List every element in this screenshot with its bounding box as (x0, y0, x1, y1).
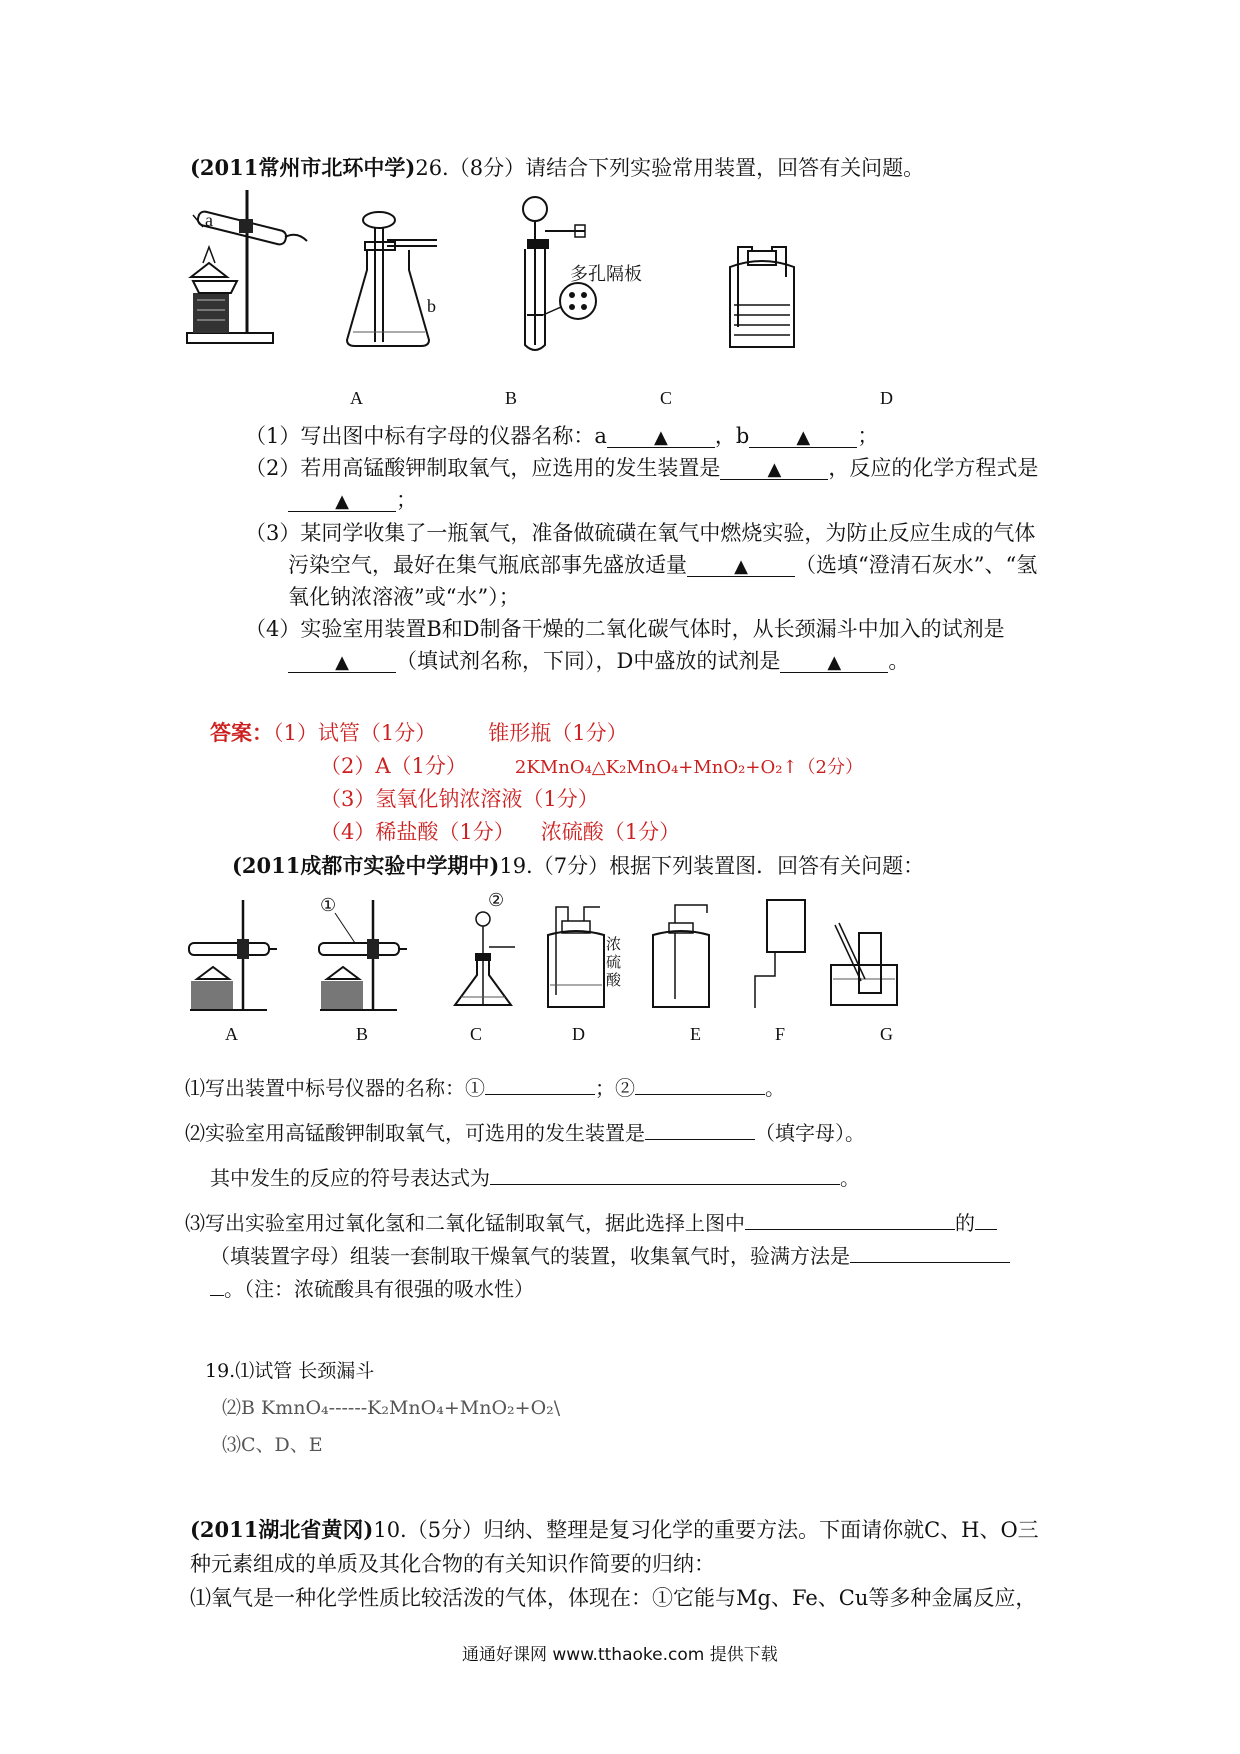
q19-side-label: 浓 硫 酸 (606, 935, 622, 989)
answer26-line1: 答案：（1）试管（1分） 锥形瓶（1分） (210, 720, 628, 745)
answer-blank (635, 1072, 765, 1095)
caption-a: A (350, 388, 363, 408)
q10-source: (2011湖北省黄冈) (190, 1517, 374, 1542)
apparatus-19a (189, 900, 277, 1010)
answer-blank: ▲ (687, 554, 795, 577)
q26-part4-line2: ▲ （填试剂名称，下同），D中盛放的试剂是 ▲ 。 (288, 645, 909, 675)
q26-stem: 26.（8分）请结合下列实验常用装置，回答有关问题。 (415, 156, 925, 180)
answer-blank (485, 1072, 595, 1095)
apparatus-19c (455, 912, 515, 1005)
q19-part2-line1: ⑵实验室用高锰酸钾制取氧气，可选用的发生装置是 （填字母）。 (185, 1117, 865, 1146)
q19-caption-c: C (470, 1024, 483, 1044)
q19-part3-line3: 。（注：浓硫酸具有很强的吸水性） (210, 1273, 534, 1302)
answer-blank (490, 1162, 840, 1185)
answer-blank (975, 1207, 997, 1230)
label-a: a (205, 210, 213, 230)
caption-c: C (660, 388, 673, 408)
q26-source: (2011常州市北环中学) (190, 155, 416, 180)
q19-caption-e: E (690, 1024, 701, 1044)
q26-part3-line1: （3）某同学收集了一瓶氧气，准备做硫磺在氧气中燃烧实验，为防止反应生成的气体 (245, 521, 1036, 545)
q10-line2: 种元素组成的单质及其化合物的有关知识作简要的归纳： (190, 1552, 715, 1576)
q19-part3-line1: ⑶写出实验室用过氧化氢和二氧化锰制取氧气，据此选择上图中 的 (185, 1207, 997, 1236)
answer-blank: ▲ (720, 457, 828, 480)
answer-blank: ▲ (288, 650, 396, 673)
q19-caption-a: A (225, 1024, 238, 1044)
q26-part2-line1: （2）若用高锰酸钾制取氧气，应选用的发生装置是 ▲ ，反应的化学方程式是 (245, 456, 1039, 480)
q26-part4-line1: （4）实验室用装置B和D制备干燥的二氧化碳气体时，从长颈漏斗中加入的试剂是 (245, 617, 1005, 641)
q19-caption-g: G (880, 1024, 893, 1044)
q19-part3-line2: （填装置字母）组装一套制取干燥氧气的装置，收集氧气时，验满方法是 (210, 1240, 1010, 1269)
apparatus-19e (653, 905, 709, 1007)
answer19-line1: 19.⑴试管 长颈漏斗 (205, 1360, 375, 1382)
answer-blank (745, 1207, 955, 1230)
q19-caption-f: F (775, 1024, 786, 1044)
answer26-line2: （2）A（1分） 2KMnO₄△K₂MnO₄+MnO₂+O₂↑（2分） (320, 754, 863, 778)
q19-caption-b: B (356, 1024, 369, 1044)
q26-part3-line2: 污染空气，最好在集气瓶底部事先盛放适量 ▲ （选填“澄清石灰水”、“氢 (288, 553, 1038, 577)
q19-stem: 19.（7分）根据下列装置图．回答有关问题： (499, 854, 925, 878)
q19-apparatus-figure (185, 895, 935, 1015)
q26-header (190, 152, 924, 182)
q10-line3: ⑴氧气是一种化学性质比较活泼的气体，体现在：①它能与Mg、Fe、Cu等多种金属反应， (190, 1586, 1037, 1610)
q19-mark-2: ② (488, 890, 505, 911)
q19-header (232, 850, 924, 880)
q26-part3-line3: 氧化钠浓溶液”或“水”）； (288, 585, 520, 609)
q26-part2-line2: ▲ ； (288, 484, 417, 514)
caption-b: B (505, 388, 518, 408)
answer-blank (210, 1273, 224, 1296)
answer26-line3: （3）氢氧化钠浓溶液（1分） (320, 787, 599, 811)
q19-part2-line2: 其中发生的反应的符号表达式为 。 (210, 1162, 860, 1191)
apparatus-d-figure (722, 245, 812, 355)
q19-part1: ⑴写出装置中标号仪器的名称：① ；② 。 (185, 1072, 785, 1101)
answer-blank (850, 1240, 1010, 1263)
apparatus-b-figure (345, 210, 455, 350)
page-footer: 通通好课网 www.tthaoke.com 提供下载 (462, 1645, 778, 1665)
q19-source: (2011成都市实验中学期中) (232, 853, 500, 878)
answer-blank: ▲ (780, 650, 888, 673)
apparatus-19g (831, 923, 897, 1005)
q19-caption-d: D (572, 1024, 585, 1044)
apparatus-19d (548, 907, 604, 1007)
q19-mark-1: ① (320, 895, 337, 916)
answer26-line4: （4）稀盐酸（1分） 浓硫酸（1分） (320, 820, 681, 844)
label-b: b (427, 296, 436, 316)
answer-blank: ▲ (607, 425, 715, 448)
answer19-line2: ⑵B KmnO₄------K₂MnO₄+MnO₂+O₂\ (222, 1397, 561, 1419)
answer19-line3: ⑶C、D、E (222, 1434, 323, 1456)
apparatus-19f (755, 900, 805, 1008)
caption-d: D (880, 388, 893, 408)
answer-blank: ▲ (749, 425, 857, 448)
q10-line1: (2011湖北省黄冈)10.（5分）归纳、整理是复习化学的重要方法。下面请你就C、H、O三 (190, 1517, 1039, 1542)
label-plate: 多孔隔板 (570, 264, 642, 285)
q26-part1: （1）写出图中标有字母的仪器名称：a ▲ ，b ▲ ； (245, 424, 879, 448)
apparatus-19b (319, 900, 407, 1010)
answer-blank (645, 1117, 755, 1140)
answer-label: 答案： (210, 720, 273, 745)
answer-blank: ▲ (288, 489, 396, 512)
